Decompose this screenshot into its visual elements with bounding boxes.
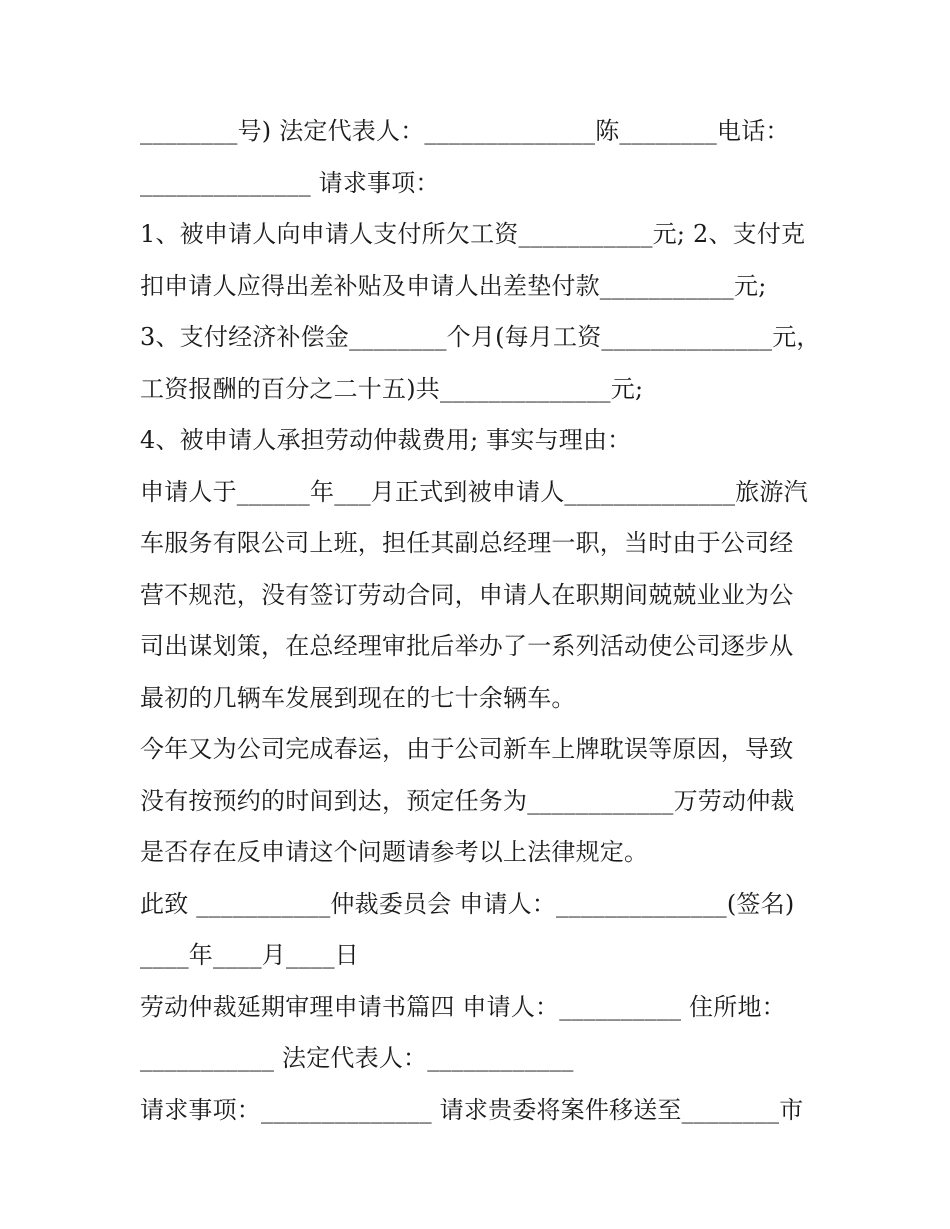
text-line-15: 是否存在反申请这个问题请参考以上法律规定。	[140, 838, 649, 866]
text-line-20: 请求事项：______________ 请求贵委将案件移送至________市	[140, 1095, 804, 1124]
text-line-13: 今年又为公司完成春运，由于公司新车上牌耽误等原因，导致	[140, 735, 794, 763]
text-line-8: 申请人于______年___月正式到被申请人______________旅游汽	[140, 477, 808, 506]
text-line-2: ______________ 请求事项：	[140, 168, 440, 197]
text-line-5: 3、支付经济补偿金________个月(每月工资______________元，	[140, 323, 821, 351]
text-line-11: 司出谋划策，在总经理审批后举办了一系列活动使公司逐步从	[140, 632, 794, 660]
text-line-6: 工资报酬的百分之二十五)共______________元;	[140, 374, 644, 403]
text-line-1: ________号) 法定代表人：______________陈________电话：	[140, 117, 790, 145]
text-line-17: ____年____月____日	[140, 941, 359, 969]
text-line-3: 1、被申请人向申请人支付所欠工资___________元; 2、支付克	[140, 220, 806, 248]
text-line-16: 此致 ___________仲裁委员会 申请人：______________(签名)	[140, 889, 795, 918]
text-line-14: 没有按预约的时间到达，预定任务为____________万劳动仲裁	[140, 786, 795, 815]
text-line-7: 4、被申请人承担劳动仲裁费用; 事实与理由：	[140, 426, 632, 454]
text-line-10: 营不规范，没有签订劳动合同，申请人在职期间兢兢业业为公	[140, 580, 794, 609]
text-line-4: 扣申请人应得出差补贴及申请人出差垫付款___________元;	[140, 271, 767, 300]
text-line-9: 车服务有限公司上班，担任其副总经理一职，当时由于公司经	[140, 529, 794, 557]
text-line-18: 劳动仲裁延期审理申请书篇四 申请人：__________ 住所地：	[140, 992, 786, 1021]
text-line-12: 最初的几辆车发展到现在的七十余辆车。	[140, 683, 576, 712]
text-line-19: ___________ 法定代表人：____________	[140, 1044, 574, 1072]
document-body	[140, 106, 820, 1136]
